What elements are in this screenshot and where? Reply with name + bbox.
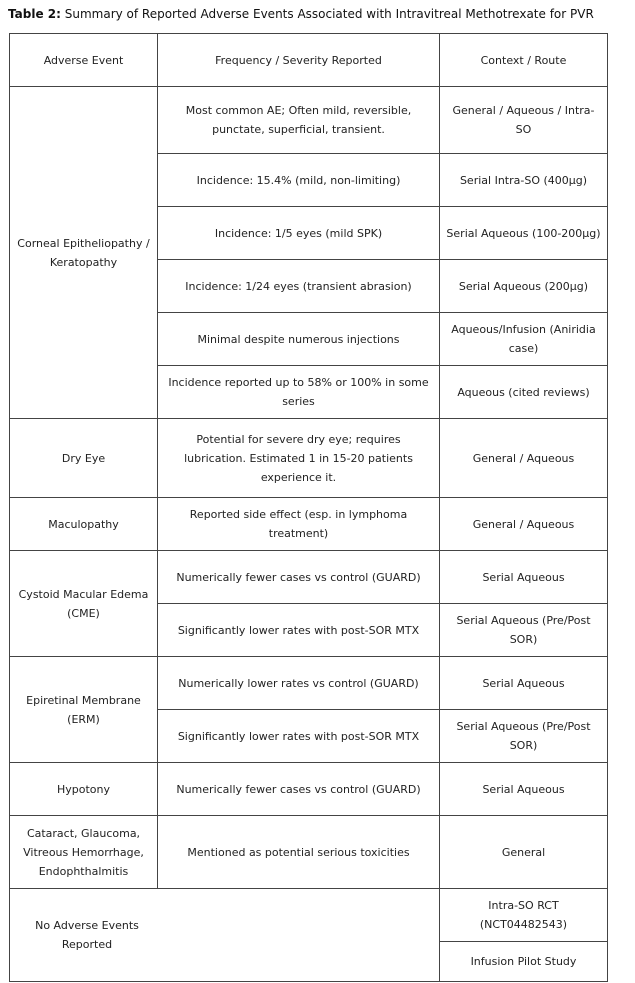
context-cell: Infusion Pilot Study [440,942,608,982]
context-cell: Serial Intra-SO (400µg) [440,154,608,207]
context-cell: Serial Aqueous [440,657,608,710]
context-cell: Serial Aqueous (100-200µg) [440,207,608,260]
frequency-cell: Incidence: 1/5 eyes (mild SPK) [158,207,440,260]
table-caption-label: Table 2: [8,7,61,21]
frequency-cell: Significantly lower rates with post-SOR MTX [158,604,440,657]
frequency-cell: Minimal despite numerous injections [158,313,440,366]
table-row [10,498,608,551]
adverse-event-cell: Maculopathy [10,498,158,551]
table-row [10,87,608,154]
adverse-event-cell [10,889,440,982]
context-cell: Intra-SO RCT (NCT04482543) [440,889,608,942]
table-row [10,419,608,498]
context-cell: General [440,816,608,889]
context-cell: Serial Aqueous [440,763,608,816]
context-cell: General / Aqueous / Intra-SO [440,87,608,154]
frequency-cell: Numerically lower rates vs control (GUARD) [158,657,440,710]
context-cell: Serial Aqueous (Pre/Post SOR) [440,710,608,763]
table-row [10,551,608,604]
context-cell: Serial Aqueous (200µg) [440,260,608,313]
adverse-event-cell: Epiretinal Membrane (ERM) [10,657,158,763]
frequency-cell: Mentioned as potential serious toxicities [158,816,440,889]
header-row [10,34,608,87]
adverse-event-cell: Cataract, Glaucoma, Vitreous Hemorrhage, Endophthalmitis [10,816,158,889]
column-header-frequency: Frequency / Severity Reported [158,34,440,87]
adverse-events-table [9,33,608,982]
table-row [10,763,608,816]
frequency-cell: Numerically fewer cases vs control (GUARD) [158,551,440,604]
context-cell: Aqueous/Infusion (Aniridia case) [440,313,608,366]
table-row [10,816,608,889]
no-ae-label: No Adverse Events Reported [35,919,139,951]
context-cell: Serial Aqueous [440,551,608,604]
adverse-event-cell: Hypotony [10,763,158,816]
adverse-event-cell: Cystoid Macular Edema (CME) [10,551,158,657]
context-cell: General / Aqueous [440,419,608,498]
frequency-cell: Incidence reported up to 58% or 100% in some series [158,366,440,419]
frequency-cell: Most common AE; Often mild, reversible, punctate, superficial, transient. [158,87,440,154]
table-caption [8,6,594,22]
column-header-context: Context / Route [440,34,608,87]
context-cell: General / Aqueous [440,498,608,551]
column-header-adverse-event: Adverse Event [10,34,158,87]
frequency-cell: Incidence: 1/24 eyes (transient abrasion) [158,260,440,313]
table-row [10,889,608,942]
table-caption-text: Summary of Reported Adverse Events Associated with Intravitreal Methotrexate for PVR [64,7,594,21]
frequency-cell: Numerically fewer cases vs control (GUARD) [158,763,440,816]
adverse-event-cell: Dry Eye [10,419,158,498]
context-cell: Aqueous (cited reviews) [440,366,608,419]
frequency-cell: Reported side effect (esp. in lymphoma treatment) [158,498,440,551]
adverse-event-cell: Corneal Epitheliopathy / Keratopathy [10,87,158,419]
frequency-cell: Incidence: 15.4% (mild, non-limiting) [158,154,440,207]
table-row [10,657,608,710]
frequency-cell: Significantly lower rates with post-SOR MTX [158,710,440,763]
frequency-cell: Potential for severe dry eye; requires lubrication. Estimated 1 in 15-20 patients experience it. [158,419,440,498]
context-cell: Serial Aqueous (Pre/Post SOR) [440,604,608,657]
